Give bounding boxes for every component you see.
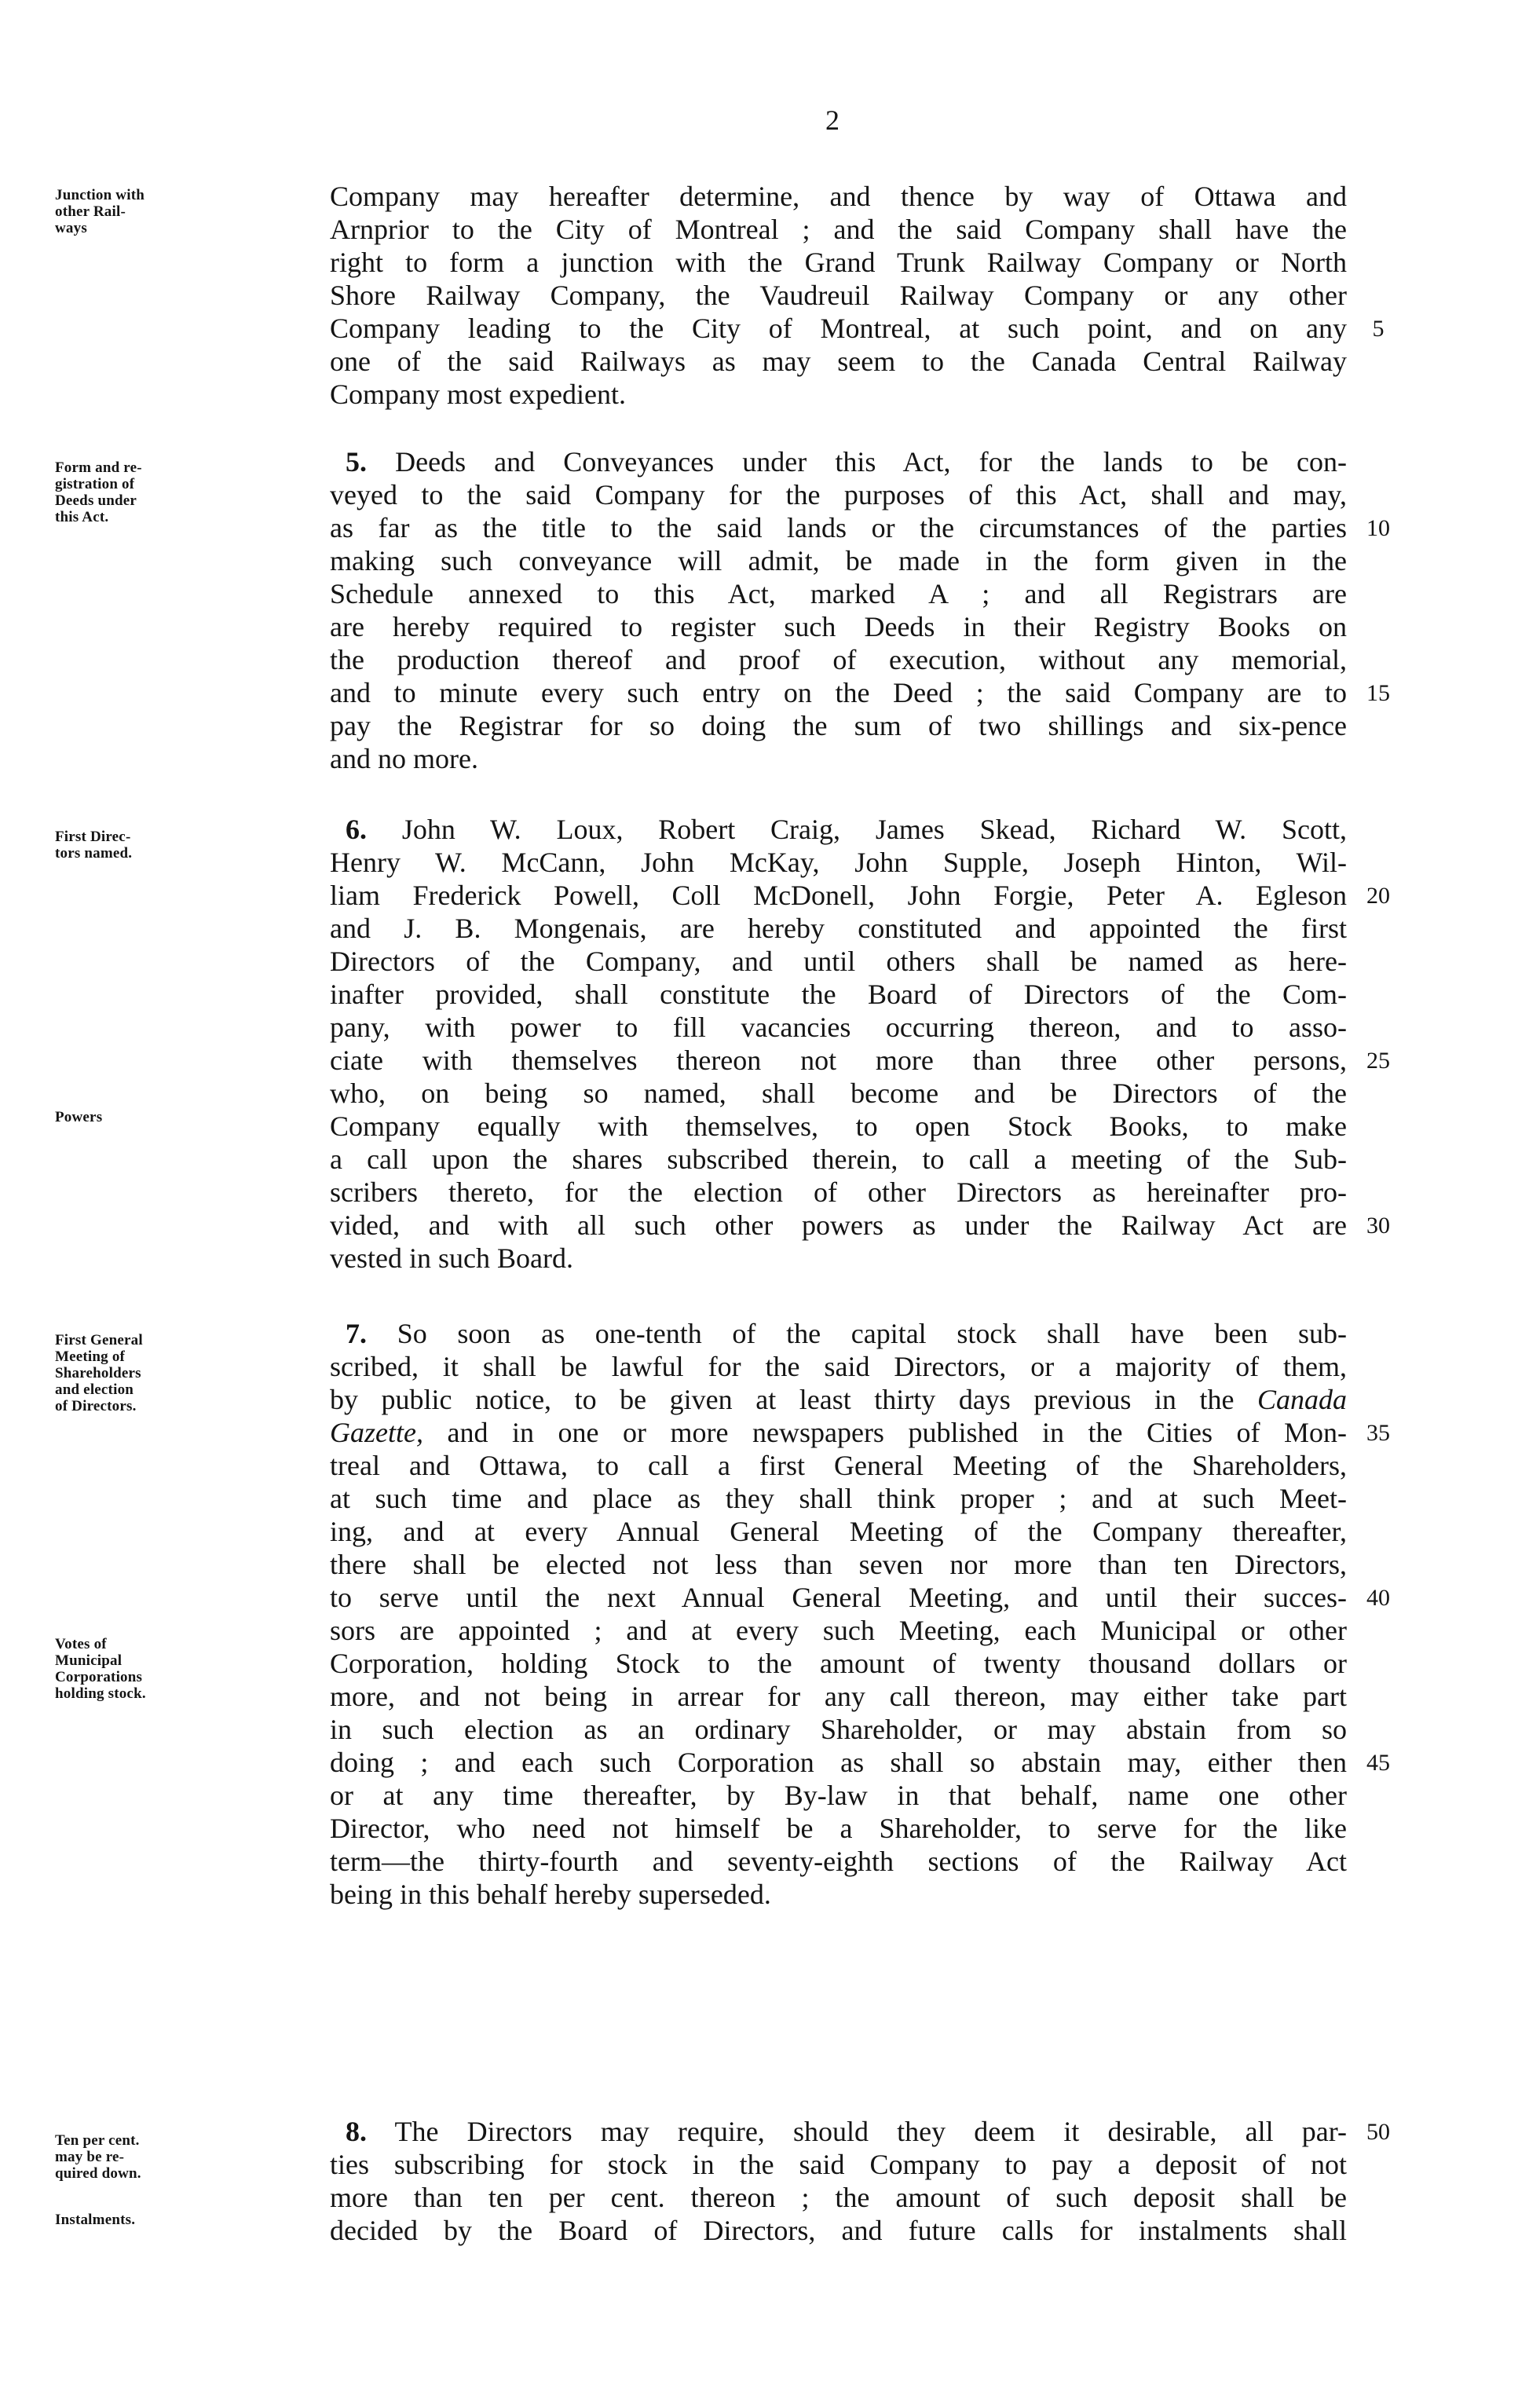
line-number: 30	[1366, 1213, 1390, 1239]
body-line-section-6: 6. John W. Loux, Robert Craig, James Skead, Richard W. Scott,	[346, 814, 1347, 845]
body-line-section-5: 5. Deeds and Conveyances under this Act, for the lands to be con-	[346, 446, 1348, 477]
body-line-section-8: 8. The Directors may require, should they deem it desirable, all par-	[346, 2116, 1347, 2147]
body-line: making such conveyance will admit, be made in the form given in the	[330, 545, 1347, 576]
body-line: and to minute every such entry on the Deed ; the said Company are to	[330, 677, 1347, 708]
body-line: pay the Registrar for so doing the sum of two shillings and six-pence	[330, 710, 1347, 741]
body-line: vested in such Board.	[330, 1242, 573, 1274]
body-line: and J. B. Mongenais, are hereby constituted and appointed the first	[330, 913, 1347, 944]
body-line: and no more.	[330, 743, 478, 774]
line-number: 45	[1366, 1750, 1390, 1776]
body-line: treal and Ottawa, to call a first General Meeting of the Shareholders,	[330, 1450, 1347, 1481]
line-number: 25	[1366, 1048, 1390, 1074]
margin-note-instalments: Instalments.	[55, 2212, 136, 2228]
body-line: more, and not being in arrear for any call thereon, may either take part	[330, 1681, 1347, 1712]
line-number: 15	[1366, 680, 1390, 706]
section-number: 8.	[346, 2116, 367, 2147]
body-line: Corporation, holding Stock to the amount of twenty thousand dollars or	[330, 1648, 1347, 1679]
margin-note-first-directors: First Direc- tors named.	[55, 829, 133, 862]
body-line: Shore Railway Company, the Vaudreuil Railway Company or any other	[330, 280, 1347, 311]
body-line: Director, who need not himself be a Shareholder, to serve for the like	[330, 1813, 1347, 1844]
body-line: Henry W. McCann, John McKay, John Supple, Joseph Hinton, Wil-	[330, 847, 1347, 878]
margin-note-junction: Junction with other Rail- ways	[55, 187, 144, 236]
italic-word: Gazette,	[330, 1417, 423, 1448]
body-line: pany, with power to fill vacancies occurring thereon, and to asso-	[330, 1012, 1347, 1043]
margin-note-ten-per-cent: Ten per cent. may be re- quired down.	[55, 2132, 141, 2182]
body-line-with-italic: Gazette, and in one or more newspapers published in the Cities of Mon-	[330, 1417, 1348, 1448]
body-line: ing, and at every Annual General Meeting of the Company thereafter,	[330, 1516, 1347, 1547]
body-line: being in this behalf hereby superseded.	[330, 1879, 771, 1910]
body-line: decided by the Board of Directors, and future calls for instalments shall	[330, 2215, 1347, 2246]
body-line: term—the thirty-fourth and seventy-eighth sections of the Railway Act	[330, 1846, 1347, 1877]
line-number: 35	[1366, 1420, 1390, 1446]
body-line: Company leading to the City of Montreal, at such point, and on any	[330, 313, 1347, 344]
body-line: the production thereof and proof of execution, without any memorial,	[330, 644, 1347, 675]
margin-note-powers: Powers	[55, 1109, 103, 1125]
body-line: right to form a junction with the Grand Trunk Railway Company or North	[330, 247, 1347, 278]
italic-word: Canada	[1257, 1384, 1347, 1415]
body-line: Company equally with themselves, to open Stock Books, to make	[330, 1111, 1347, 1142]
body-line-section-7: 7. So soon as one-tenth of the capital stock shall have been sub-	[346, 1318, 1347, 1349]
body-line: ties subscribing for stock in the said Company to pay a deposit of not	[330, 2149, 1347, 2180]
body-line-with-italic: by public notice, to be given at least thirty days previous in the Canada	[330, 1384, 1347, 1415]
body-line: as far as the title to the said lands or the circumstances of the parties	[330, 512, 1347, 543]
section-number: 5.	[346, 446, 367, 477]
margin-note-first-general-meeting: First General Meeting of Shareholders and election of Directors.	[55, 1332, 143, 1414]
section-number: 6.	[346, 814, 367, 845]
body-line: Company may hereafter determine, and thence by way of Ottawa and	[330, 181, 1347, 212]
section-number: 7.	[346, 1318, 367, 1349]
page-number: 2	[825, 104, 840, 136]
body-line: liam Frederick Powell, Coll McDonell, John Forgie, Peter A. Egleson	[330, 880, 1347, 911]
line-number: 5	[1372, 316, 1385, 342]
body-line: scribed, it shall be lawful for the said Directors, or a majority of them,	[330, 1351, 1347, 1382]
line-number: 20	[1366, 883, 1390, 909]
body-line: Schedule annexed to this Act, marked A ; and all Registrars are	[330, 578, 1347, 609]
body-line: a call upon the shares subscribed therein, to call a meeting of the Sub-	[330, 1143, 1347, 1175]
body-line: sors are appointed ; and at every such Meeting, each Municipal or other	[330, 1615, 1347, 1646]
body-line: who, on being so named, shall become and be Directors of the	[330, 1078, 1347, 1109]
line-number: 50	[1366, 2119, 1390, 2145]
line-number: 40	[1366, 1585, 1390, 1611]
body-line: Arnprior to the City of Montreal ; and the said Company shall have the	[330, 214, 1347, 245]
body-line: in such election as an ordinary Shareholder, or may abstain from so	[330, 1714, 1347, 1745]
body-line: to serve until the next Annual General Meeting, and until their succes-	[330, 1582, 1347, 1613]
margin-note-deeds: Form and re- gistration of Deeds under this Act.	[55, 459, 142, 525]
body-line: at such time and place as they shall think proper ; and at such Meet-	[330, 1483, 1347, 1514]
body-line: vided, and with all such other powers as under the Railway Act are	[330, 1209, 1347, 1241]
body-line: are hereby required to register such Deeds in their Registry Books on	[330, 611, 1347, 642]
body-line: doing ; and each such Corporation as shall so abstain may, either then	[330, 1747, 1347, 1778]
body-line: veyed to the said Company for the purposes of this Act, shall and may,	[330, 479, 1347, 510]
body-line: or at any time thereafter, by By-law in that behalf, name one other	[330, 1780, 1347, 1811]
body-line: ciate with themselves thereon not more than three other persons,	[330, 1045, 1347, 1076]
body-line: Company most expedient.	[330, 379, 626, 410]
body-line: Directors of the Company, and until others shall be named as here-	[330, 946, 1347, 977]
line-number: 10	[1366, 515, 1390, 541]
body-line: more than ten per cent. thereon ; the amount of such deposit shall be	[330, 2182, 1347, 2213]
body-line: scribers thereto, for the election of other Directors as hereinafter pro-	[330, 1176, 1347, 1208]
body-line: one of the said Railways as may seem to the Canada Central Railway	[330, 346, 1347, 377]
body-line: inafter provided, shall constitute the Board of Directors of the Com-	[330, 979, 1347, 1010]
body-line: there shall be elected not less than seven nor more than ten Directors,	[330, 1549, 1347, 1580]
margin-note-votes: Votes of Municipal Corporations holding stock.	[55, 1636, 146, 1702]
